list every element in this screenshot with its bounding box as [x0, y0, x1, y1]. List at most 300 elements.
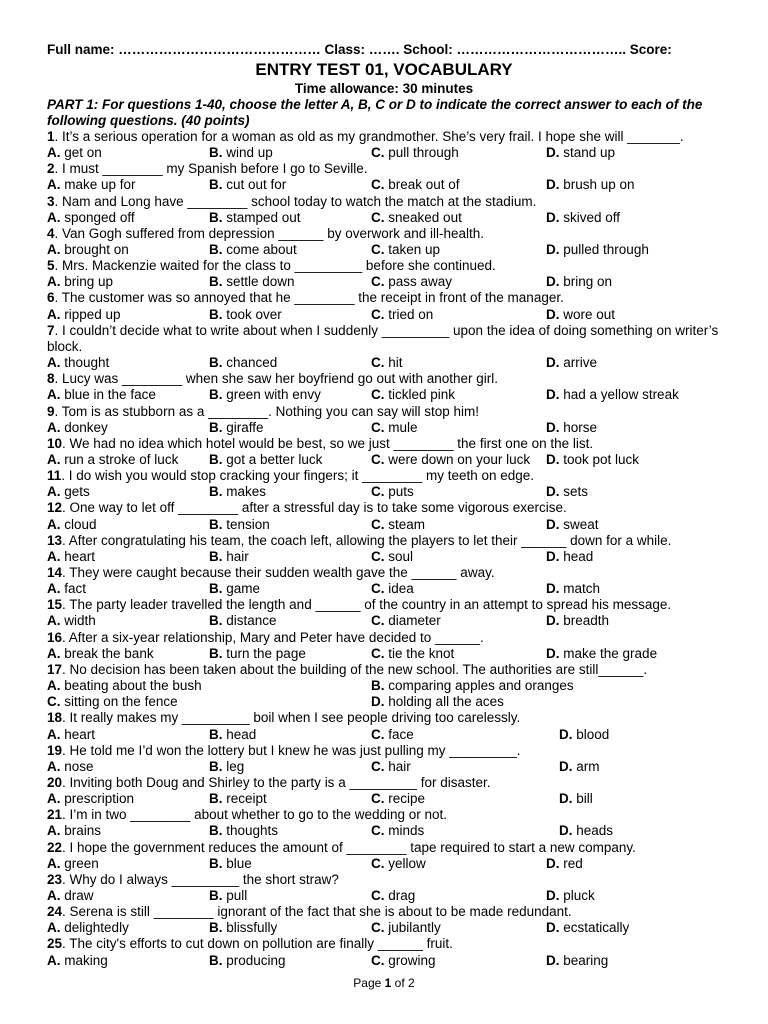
- question-8: [47, 371, 727, 387]
- option-text: bearing: [563, 952, 609, 968]
- option-text: were down on your luck: [388, 451, 531, 467]
- option-letter: A.: [47, 355, 61, 371]
- question-number: 24: [47, 904, 63, 920]
- option-letter: C.: [371, 145, 385, 161]
- option-text: pull through: [388, 145, 459, 161]
- option-a[interactable]: [47, 420, 108, 436]
- option-letter: D.: [546, 209, 560, 225]
- option-text: bring on: [563, 274, 613, 290]
- option-letter: B.: [209, 726, 223, 742]
- option-letter: D.: [546, 952, 560, 968]
- option-b[interactable]: [209, 145, 273, 161]
- option-letter: C.: [371, 274, 385, 290]
- option-letter: D.: [546, 177, 560, 193]
- question-number: 14: [47, 565, 63, 581]
- option-d[interactable]: [546, 888, 595, 904]
- option-text: draw: [64, 887, 94, 903]
- option-letter: C.: [47, 694, 61, 710]
- question-11: [47, 468, 727, 484]
- option-c[interactable]: [371, 484, 414, 500]
- option-text: sponged off: [64, 209, 135, 225]
- option-text: skived off: [563, 209, 621, 225]
- question-20: [47, 775, 727, 791]
- option-a[interactable]: [47, 242, 129, 258]
- question-number: 2: [47, 161, 55, 177]
- option-letter: A.: [47, 823, 61, 839]
- option-d[interactable]: [559, 823, 613, 839]
- option-d[interactable]: [546, 484, 588, 500]
- option-a[interactable]: [47, 888, 94, 904]
- option-letter: B.: [209, 758, 223, 774]
- option-text: producing: [226, 952, 286, 968]
- option-d[interactable]: [546, 307, 615, 323]
- question-24: [47, 904, 727, 920]
- option-text: pluck: [563, 887, 595, 903]
- option-text: delightedly: [64, 920, 129, 936]
- question-22: [47, 840, 727, 856]
- option-text: sets: [563, 484, 589, 500]
- option-c[interactable]: [371, 307, 433, 323]
- option-text: tie the knot: [388, 645, 455, 661]
- option-text: get on: [64, 145, 102, 161]
- option-b[interactable]: [209, 759, 244, 775]
- options-row: [47, 759, 727, 775]
- option-b[interactable]: [209, 888, 247, 904]
- question-number: 10: [47, 435, 63, 451]
- option-letter: A.: [47, 548, 61, 564]
- option-a[interactable]: [47, 581, 86, 597]
- part-instructions: PART 1: For questions 1-40, choose the letter A, B, C or D to indicate the correct answer to each of the following questions. (40 points): [47, 97, 703, 128]
- option-a[interactable]: [47, 145, 102, 161]
- option-letter: B.: [209, 791, 223, 807]
- question-18: [47, 710, 727, 726]
- options-row: [47, 387, 727, 403]
- option-b[interactable]: [209, 581, 260, 597]
- option-d[interactable]: [546, 355, 597, 371]
- option-letter: C.: [371, 209, 385, 225]
- option-letter: C.: [371, 451, 385, 467]
- question-text: . Mrs. Mackenzie waited for the class to _________ before she continued.: [54, 258, 496, 274]
- question-text: . Tom is as stubborn as a ________. Nothing you can say will stop him!: [54, 403, 480, 419]
- option-letter: D.: [546, 645, 560, 661]
- option-letter: B.: [209, 645, 223, 661]
- question-17: [47, 662, 727, 678]
- option-letter: C.: [371, 823, 385, 839]
- option-c[interactable]: [371, 517, 425, 533]
- option-d[interactable]: [546, 274, 612, 290]
- question-text: . I hope the government reduces the amount of ________ tape required to start a new company.: [62, 839, 636, 855]
- option-c[interactable]: [371, 613, 441, 629]
- option-text: minds: [388, 823, 425, 839]
- question-number: 20: [47, 774, 63, 790]
- question-2: [47, 161, 727, 177]
- option-d[interactable]: [546, 953, 608, 969]
- option-text: brains: [64, 823, 102, 839]
- question-list: [47, 129, 727, 969]
- option-b[interactable]: [209, 646, 306, 662]
- question-text: . It’s a serious operation for a woman as old as my grandmother. She’s very frail. I hope she will _______.: [54, 129, 684, 144]
- option-letter: C.: [371, 726, 385, 742]
- option-letter: C.: [371, 952, 385, 968]
- option-letter: D.: [546, 355, 560, 371]
- option-d[interactable]: [546, 210, 620, 226]
- option-c[interactable]: [371, 145, 459, 161]
- option-text: giraffe: [226, 419, 264, 435]
- option-text: sneaked out: [388, 209, 462, 225]
- option-d[interactable]: [559, 759, 600, 775]
- option-text: arm: [576, 758, 600, 774]
- option-text: arrive: [563, 355, 598, 371]
- option-letter: C.: [371, 484, 385, 500]
- option-b[interactable]: [209, 307, 282, 323]
- option-a[interactable]: [47, 484, 90, 500]
- options-row: [47, 210, 727, 226]
- option-text: sitting on the fence: [64, 694, 178, 710]
- option-text: cloud: [64, 516, 97, 532]
- option-a[interactable]: [47, 759, 94, 775]
- option-text: pass away: [388, 274, 453, 290]
- option-text: sweat: [563, 516, 599, 532]
- question-12: [47, 500, 727, 516]
- option-text: green with envy: [226, 387, 321, 403]
- option-text: beating about the bush: [64, 678, 202, 694]
- option-b[interactable]: [209, 856, 252, 872]
- question-9: [47, 404, 727, 420]
- question-text: . I must ________ my Spanish before I go to Seville.: [54, 161, 368, 177]
- option-letter: A.: [47, 952, 61, 968]
- option-c[interactable]: [371, 581, 414, 597]
- option-c[interactable]: [371, 452, 530, 468]
- option-letter: A.: [47, 855, 61, 871]
- option-a[interactable]: [47, 856, 99, 872]
- options-row: [47, 791, 727, 807]
- option-c[interactable]: [371, 387, 455, 403]
- option-letter: C.: [371, 855, 385, 871]
- option-text: make the grade: [563, 645, 658, 661]
- option-text: took pot luck: [563, 451, 640, 467]
- option-c[interactable]: [371, 355, 403, 371]
- option-b[interactable]: [209, 549, 249, 565]
- option-a[interactable]: [47, 177, 136, 193]
- option-d[interactable]: [546, 856, 583, 872]
- option-text: making: [64, 952, 108, 968]
- option-text: diameter: [388, 613, 441, 629]
- question-text: . Inviting both Doug and Shirley to the party is a _________ for disaster.: [62, 774, 491, 790]
- question-1: [47, 129, 727, 145]
- option-a[interactable]: [47, 727, 95, 743]
- option-b[interactable]: [209, 387, 321, 403]
- question-text: . Van Gogh suffered from depression ______ by overwork and ill-health.: [54, 225, 485, 241]
- option-a[interactable]: [47, 953, 108, 969]
- option-letter: D.: [546, 419, 560, 435]
- option-b[interactable]: [209, 953, 286, 969]
- option-letter: A.: [47, 613, 61, 629]
- option-d[interactable]: [546, 646, 657, 662]
- options-row: [47, 420, 727, 436]
- option-letter: D.: [559, 791, 573, 807]
- option-b[interactable]: [209, 242, 297, 258]
- option-text: face: [388, 726, 414, 742]
- question-6: [47, 290, 727, 306]
- option-text: yellow: [388, 855, 426, 871]
- option-letter: D.: [559, 758, 573, 774]
- option-b[interactable]: [209, 452, 322, 468]
- option-letter: D.: [559, 726, 573, 742]
- option-c[interactable]: [371, 727, 414, 743]
- question-7: [47, 323, 727, 355]
- question-number: 18: [47, 710, 63, 726]
- option-b[interactable]: [209, 823, 278, 839]
- option-c[interactable]: [371, 791, 425, 807]
- option-letter: B.: [209, 242, 223, 258]
- option-letter: D.: [546, 387, 560, 403]
- option-b[interactable]: [209, 355, 277, 371]
- option-a[interactable]: [47, 274, 113, 290]
- options-row: [47, 823, 727, 839]
- options-row: [47, 307, 727, 323]
- option-a[interactable]: [47, 646, 154, 662]
- question-text: . No decision has been taken about the building of the new school. The authorities are still______.: [62, 661, 648, 677]
- question-number: 6: [47, 290, 55, 306]
- option-d[interactable]: [559, 791, 593, 807]
- option-d[interactable]: [546, 549, 593, 565]
- option-letter: A.: [47, 419, 61, 435]
- question-number: 1: [47, 129, 55, 144]
- option-text: had a yellow streak: [563, 387, 679, 403]
- option-text: ripped up: [64, 306, 121, 322]
- option-text: width: [64, 613, 96, 629]
- option-letter: B.: [209, 823, 223, 839]
- options-row: [47, 646, 727, 662]
- option-text: jubilantly: [388, 920, 441, 936]
- option-d[interactable]: [546, 242, 649, 258]
- option-d[interactable]: [546, 420, 597, 436]
- question-16: [47, 630, 727, 646]
- option-text: hit: [388, 355, 403, 371]
- option-text: ecstatically: [563, 920, 630, 936]
- option-a[interactable]: [47, 678, 202, 694]
- option-c[interactable]: [371, 953, 436, 969]
- option-text: tension: [226, 516, 270, 532]
- option-letter: C.: [371, 306, 385, 322]
- question-number: 11: [47, 468, 62, 484]
- option-a[interactable]: [47, 387, 156, 403]
- option-letter: A.: [47, 177, 61, 193]
- option-a[interactable]: [47, 823, 101, 839]
- question-text: . The customer was so annoyed that he ________ the receipt in front of the manager.: [54, 290, 564, 306]
- option-b[interactable]: [371, 678, 574, 694]
- option-letter: D.: [546, 581, 560, 597]
- option-b[interactable]: [209, 177, 286, 193]
- question-text: . Nam and Long have ________ school today to watch the match at the stadium.: [54, 193, 537, 209]
- option-text: taken up: [388, 242, 441, 258]
- option-text: make up for: [64, 177, 136, 193]
- student-info-line: Full name: ……………………………………… Class: ……. School: ……………………………….. Score:: [47, 42, 672, 57]
- question-number: 8: [47, 371, 55, 387]
- option-text: fact: [64, 581, 87, 597]
- option-text: match: [563, 581, 601, 597]
- option-b[interactable]: [209, 420, 264, 436]
- option-b[interactable]: [209, 484, 266, 500]
- option-c[interactable]: [371, 646, 454, 662]
- option-c[interactable]: [47, 694, 178, 710]
- options-row: [47, 242, 727, 258]
- option-a[interactable]: [47, 791, 134, 807]
- option-text: break the bank: [64, 645, 154, 661]
- question-text: . I’m in two ________ about whether to go to the wedding or not.: [62, 807, 448, 823]
- option-b[interactable]: [209, 613, 277, 629]
- question-text: . Why do I always _________ the short straw?: [62, 871, 339, 887]
- question-text: . The city's efforts to cut down on pollution are finally ______ fruit.: [62, 936, 453, 952]
- option-text: mule: [388, 419, 418, 435]
- option-text: got a better luck: [226, 451, 323, 467]
- option-c[interactable]: [371, 549, 413, 565]
- option-text: leg: [226, 758, 245, 774]
- question-text: . One way to let off ________ after a stressful day is to take some vigorous exercise.: [62, 500, 567, 516]
- option-text: took over: [226, 306, 282, 322]
- question-19: [47, 743, 727, 759]
- option-letter: A.: [47, 645, 61, 661]
- option-letter: C.: [371, 387, 385, 403]
- option-text: hair: [388, 758, 411, 774]
- question-14: [47, 565, 727, 581]
- option-c[interactable]: [371, 177, 460, 193]
- option-text: tickled pink: [388, 387, 456, 403]
- option-letter: B.: [209, 274, 223, 290]
- option-text: soul: [388, 548, 414, 564]
- option-letter: A.: [47, 145, 61, 161]
- option-b[interactable]: [209, 727, 256, 743]
- option-letter: B.: [209, 355, 223, 371]
- option-text: steam: [388, 516, 426, 532]
- option-d[interactable]: [371, 694, 504, 710]
- option-a[interactable]: [47, 307, 121, 323]
- option-text: settle down: [226, 274, 295, 290]
- option-text: heart: [64, 726, 96, 742]
- option-a[interactable]: [47, 549, 95, 565]
- option-c[interactable]: [371, 242, 440, 258]
- option-text: green: [64, 855, 99, 871]
- option-b[interactable]: [209, 517, 270, 533]
- question-13: [47, 533, 727, 549]
- option-a[interactable]: [47, 517, 97, 533]
- option-c[interactable]: [371, 274, 452, 290]
- option-d[interactable]: [546, 177, 635, 193]
- option-text: brought on: [64, 242, 129, 258]
- option-letter: B.: [209, 419, 223, 435]
- option-b[interactable]: [209, 791, 267, 807]
- option-a[interactable]: [47, 920, 129, 936]
- option-text: idea: [388, 581, 414, 597]
- option-text: puts: [388, 484, 414, 500]
- options-row: [47, 727, 727, 743]
- option-c[interactable]: [371, 210, 462, 226]
- option-letter: C.: [371, 177, 385, 193]
- option-letter: C.: [371, 548, 385, 564]
- option-letter: C.: [371, 419, 385, 435]
- option-text: blissfully: [226, 920, 278, 936]
- question-number: 16: [47, 629, 63, 645]
- option-text: breadth: [563, 613, 610, 629]
- option-letter: C.: [371, 887, 385, 903]
- option-letter: C.: [371, 791, 385, 807]
- option-d[interactable]: [546, 387, 679, 403]
- option-d[interactable]: [559, 727, 609, 743]
- question-3: [47, 194, 727, 210]
- option-b[interactable]: [209, 210, 301, 226]
- option-a[interactable]: [47, 355, 109, 371]
- option-letter: A.: [47, 726, 61, 742]
- option-letter: C.: [371, 516, 385, 532]
- options-row: [47, 145, 727, 161]
- option-text: run a stroke of luck: [64, 451, 179, 467]
- options-row: [47, 581, 727, 597]
- question-number: 9: [47, 403, 55, 419]
- footer-total-pages: of 2: [391, 976, 415, 990]
- options-row: [47, 484, 727, 500]
- option-letter: A.: [47, 387, 61, 403]
- option-a[interactable]: [47, 613, 96, 629]
- question-23: [47, 872, 727, 888]
- question-number: 23: [47, 871, 63, 887]
- option-text: makes: [226, 484, 267, 500]
- option-a[interactable]: [47, 452, 178, 468]
- option-d[interactable]: [546, 581, 600, 597]
- option-text: come about: [226, 242, 297, 258]
- option-letter: D.: [546, 274, 560, 290]
- option-text: hair: [226, 548, 249, 564]
- option-text: bring up: [64, 274, 114, 290]
- question-text: . They were caught because their sudden wealth gave the ______ away.: [62, 565, 495, 581]
- question-number: 12: [47, 500, 63, 516]
- option-text: nose: [64, 758, 94, 774]
- options-row: [47, 888, 727, 904]
- question-text: . We had no idea which hotel would be best, so we just ________ the first one on the list.: [62, 435, 594, 451]
- question-number: 15: [47, 597, 63, 613]
- option-d[interactable]: [546, 613, 609, 629]
- option-c[interactable]: [371, 759, 411, 775]
- option-a[interactable]: [47, 210, 135, 226]
- option-text: drag: [388, 887, 416, 903]
- option-text: blood: [576, 726, 610, 742]
- option-c[interactable]: [371, 856, 426, 872]
- option-letter: A.: [47, 484, 61, 500]
- option-d[interactable]: [546, 920, 629, 936]
- option-letter: A.: [47, 209, 61, 225]
- option-d[interactable]: [546, 517, 599, 533]
- option-text: chanced: [226, 355, 278, 371]
- option-letter: A.: [47, 920, 61, 936]
- option-b[interactable]: [209, 920, 277, 936]
- option-c[interactable]: [371, 920, 441, 936]
- option-text: distance: [226, 613, 277, 629]
- option-d[interactable]: [546, 145, 615, 161]
- option-c[interactable]: [371, 420, 418, 436]
- option-letter: B.: [209, 209, 223, 225]
- option-c[interactable]: [371, 823, 424, 839]
- option-text: pulled through: [563, 242, 649, 258]
- option-letter: D.: [546, 451, 560, 467]
- option-letter: B.: [209, 145, 223, 161]
- options-row: [47, 953, 727, 969]
- option-text: cut out for: [226, 177, 287, 193]
- option-c[interactable]: [371, 888, 415, 904]
- options-row: [47, 549, 727, 565]
- question-number: 5: [47, 258, 55, 274]
- option-b[interactable]: [209, 274, 295, 290]
- option-letter: B.: [209, 855, 223, 871]
- option-d[interactable]: [546, 452, 639, 468]
